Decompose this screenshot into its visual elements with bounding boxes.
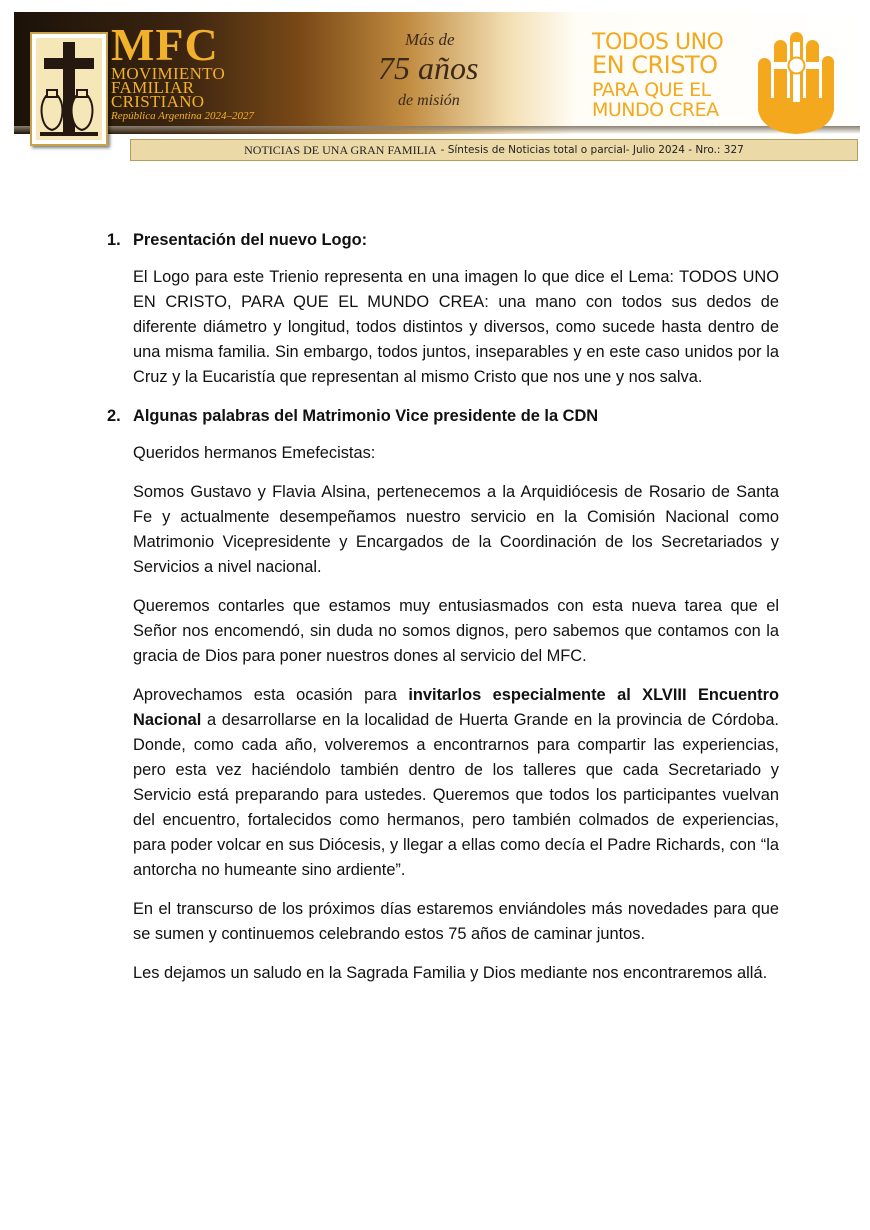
section-2-paragraph-2: Queremos contarles que estamos muy entusiasmados con esta nueva tarea que el Señor nos encomendó, sin duda no somos dignos, pero sabemos que contamos con la gracia de Dios para poner nuestros dones al servicio del MFC. (133, 597, 779, 665)
section-2-paragraph-4: En el transcurso de los próximos días estaremos enviándoles más novedades para que se sumen y continuemos celebrando estos 75 años de caminar juntos. (133, 900, 779, 943)
anniversary-line3: de misión (398, 92, 460, 109)
org-name-line3: CRISTIANO (111, 92, 205, 111)
p3-end: a desarrollarse en la localidad de Huerta Grande en la provincia de Córdoba. Donde, como cada año, volveremos a encontrarnos para compartir las experiencias, pero esta vez haciéndolo también dentro de los talleres que cada Secretariado y Servicio está preparando para ustedes. Queremos que todos los participantes vuelvan del encuentro, fortalecidos como hermanos, pero también colmados de experiencias, para poder volcar en sus Diócesis, y llegar a ellas como decía el Padre Richards, con “la antorcha no humeante sino ardiente”. (133, 711, 779, 879)
document-body (107, 228, 779, 986)
cross-and-jars-icon (32, 34, 106, 144)
section-1-paragraph: El Logo para este Trienio representa en una imagen lo que dice el Lema: TODOS UNO EN CRISTO, PARA QUE EL MUNDO CREA: una mano con todos sus dedos de diferente diámetro y longitud, todos distintos y diversos, como sucede hasta dentro de una misma familia. Sin embargo, todos juntos, inseparables y en este caso unidos por la Cruz y la Eucaristía que representan al mismo Cristo que nos une y nos salva. (133, 268, 779, 386)
motto-line3: PARA QUE EL (592, 79, 711, 101)
section-2-greeting: Queridos hermanos Emefecistas: (133, 444, 376, 462)
newsletter-title: NOTICIAS DE UNA GRAN FAMILIA (244, 142, 437, 157)
p3-bold-invitation: invitarlos especialmente al XLVIII Encuentro Nacional (133, 686, 779, 729)
org-country: República Argentina 2024–2027 (111, 110, 254, 122)
section-2-heading (107, 404, 779, 429)
section-1-number: 1. (107, 231, 121, 249)
banner-shadow (14, 126, 860, 134)
anniversary-line1: Más de (405, 30, 455, 49)
section-2-paragraph-3 (133, 683, 779, 883)
anniversary-line2: 75 años (378, 50, 479, 86)
p3-start: Aprovechamos esta ocasión para (133, 686, 409, 704)
section-1-title: Presentación del nuevo Logo: (133, 231, 368, 249)
org-name-line1: MOVIMIENTO (111, 64, 226, 83)
section-2-paragraph-5: Les dejamos un saludo en la Sagrada Familia y Dios mediante nos encontraremos allá. (133, 964, 768, 982)
motto-line2: EN CRISTO (592, 51, 718, 79)
org-acronym: MFC (111, 19, 219, 70)
newsletter-subtitle: - Síntesis de Noticias total o parcial- Julio 2024 - Nro.: 327 (440, 144, 744, 156)
org-name-line2: FAMILIAR (111, 78, 195, 97)
section-2-number: 2. (107, 407, 121, 425)
section-2-paragraph-1: Somos Gustavo y Flavia Alsina, pertenecemos a la Arquidiócesis de Rosario de Santa Fe y actualmente desempeñamos nuestro servicio en la Comisión Nacional como Matrimonio Vicepresidente y Encargados de la Coordinación de los Secretariados y Servicios a nivel nacional. (133, 483, 779, 576)
motto-line4: MUNDO CREA (592, 99, 719, 121)
section-1-heading (107, 228, 779, 253)
section-2-title: Algunas palabras del Matrimonio Vice presidente de la CDN (133, 407, 599, 425)
motto-line1: TODOS UNO (592, 30, 724, 55)
mfc-cross-logo (30, 32, 108, 146)
newsletter-bar (130, 139, 858, 161)
hand-cross-logo-icon (752, 28, 838, 138)
